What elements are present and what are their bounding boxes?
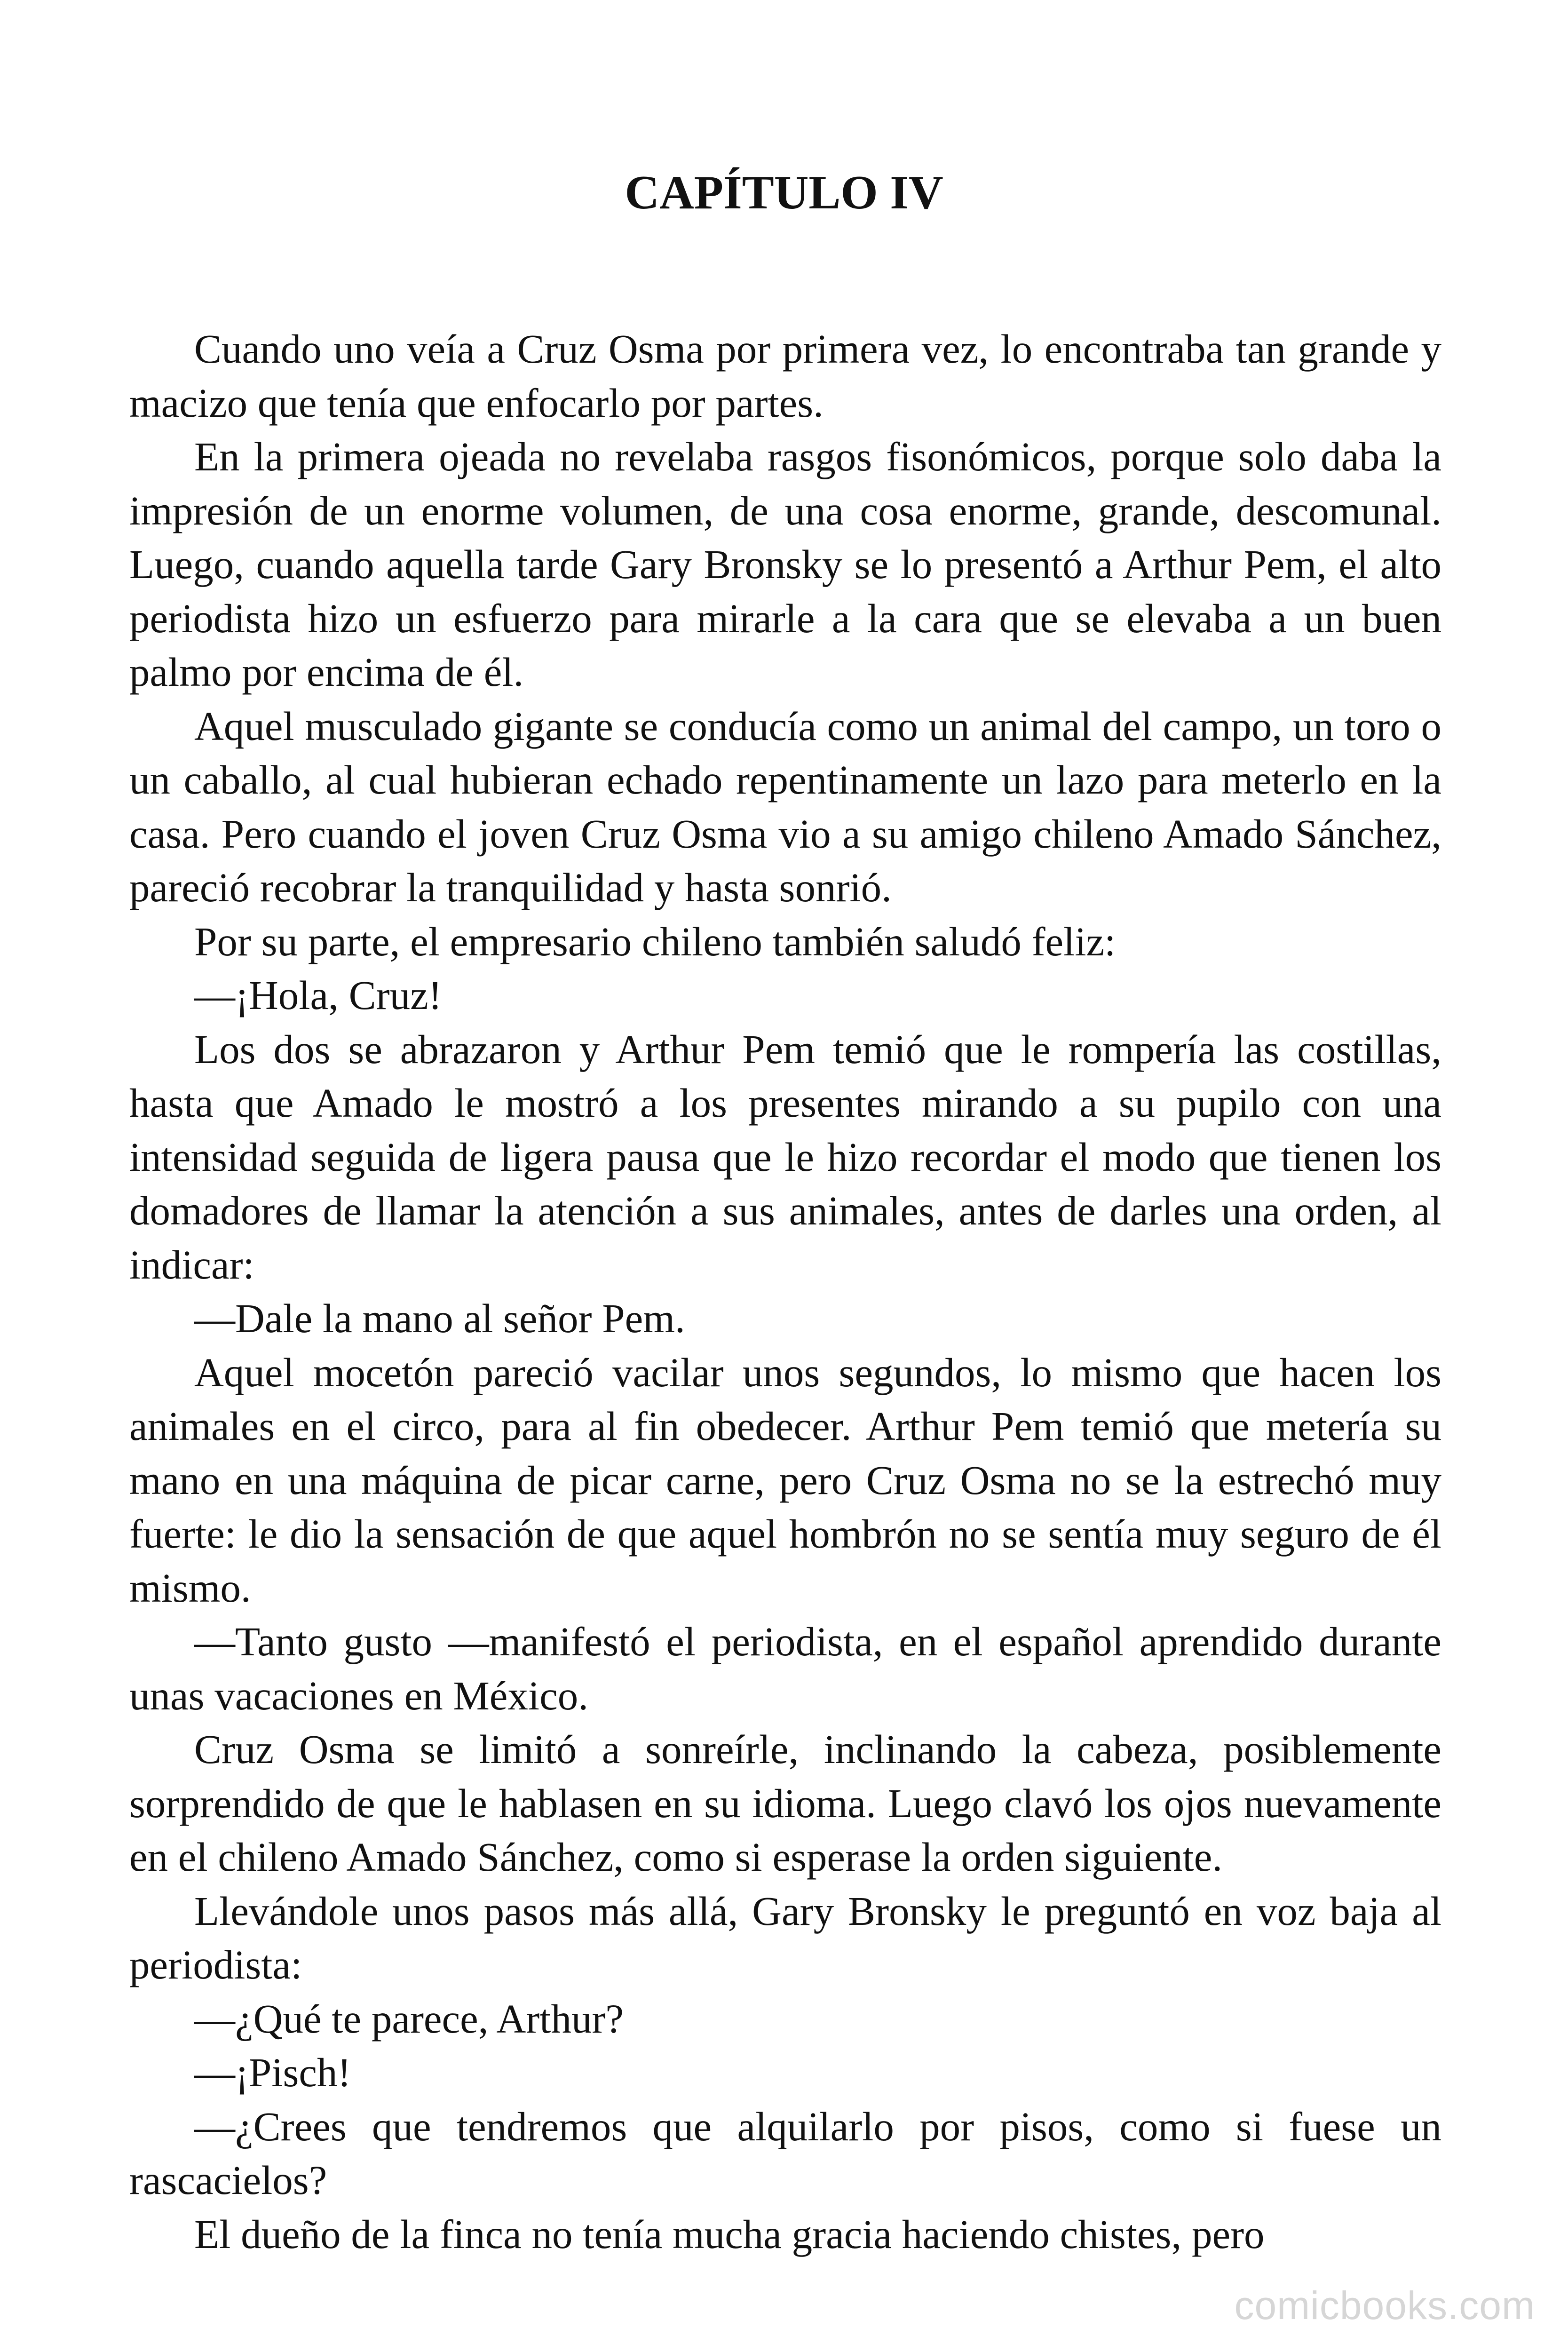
paragraph: El dueño de la finca no tenía mucha gracia haciendo chistes, pero (194, 2211, 1265, 2257)
dialogue-line: —Dale la mano al señor Pem. (194, 1295, 685, 1341)
watermark: comicbooks.com (1234, 2283, 1535, 2328)
dialogue-line: —Tanto gusto —manifestó el periodista, en el español aprendido durante unas vacaciones en México. (129, 1619, 1441, 1718)
paragraph: En la primera ojeada no revelaba rasgos fisonómicos, porque solo daba la impresión de un enorme volumen, de una cosa enorme, grande, descomunal. Luego, cuando aquella tarde Gary Bronsky se lo presentó a Arthur Pem, el alto periodista hizo un esfuerzo para mirarle a la cara que se elevaba a un buen palmo por encima de él. (129, 434, 1441, 695)
paragraph: Los dos se abrazaron y Arthur Pem temió que le rompería las costillas, hasta que Amado le mostró a los presentes mirando a su pupilo con una intensidad seguida de ligera pausa que le hizo recordar el modo que tienen los domadores de llamar la atención a sus animales, antes de darles una orden, al indicar: (129, 1026, 1441, 1287)
chapter-body (129, 322, 1441, 2261)
paragraph: Aquel mocetón pareció vacilar unos segundos, lo mismo que hacen los animales en el circo, para al fin obedecer. Arthur Pem temió que metería su mano en una máquina de picar carne, pero Cruz Osma no se la estrechó muy fuerte: le dio la sensación de que aquel hombrón no se sentía muy seguro de él mismo. (129, 1349, 1441, 1611)
dialogue-line: —¿Qué te parece, Arthur? (194, 1995, 624, 2042)
dialogue-line: —¿Crees que tendremos que alquilarlo por pisos, como si fuese un rascacielos? (129, 2103, 1441, 2203)
paragraph: Cruz Osma se limitó a sonreírle, inclinando la cabeza, posiblemente sorprendido de que le hablasen en su idioma. Luego clavó los ojos nuevamente en el chileno Amado Sánchez, como si esperase la orden siguiente. (129, 1726, 1441, 1880)
paragraph: Aquel musculado gigante se conducía como un animal del campo, un toro o un caballo, al cual hubieran echado repentinamente un lazo para meterlo en la casa. Pero cuando el joven Cruz Osma vio a su amigo chileno Amado Sánchez, pareció recobrar la tranquilidad y hasta sonrió. (129, 703, 1441, 910)
paragraph: Llevándole unos pasos más allá, Gary Bronsky le preguntó en voz baja al periodista: (129, 1888, 1441, 1987)
dialogue-line: —¡Hola, Cruz! (194, 972, 442, 1018)
chapter-title: CAPÍTULO IV (625, 166, 943, 219)
paragraph: Por su parte, el empresario chileno también saludó feliz: (194, 918, 1116, 964)
paragraph: Cuando uno veía a Cruz Osma por primera vez, lo encontraba tan grande y macizo que tenía que enfocarlo por partes. (129, 326, 1441, 426)
dialogue-line: —¡Pisch! (194, 2050, 351, 2095)
